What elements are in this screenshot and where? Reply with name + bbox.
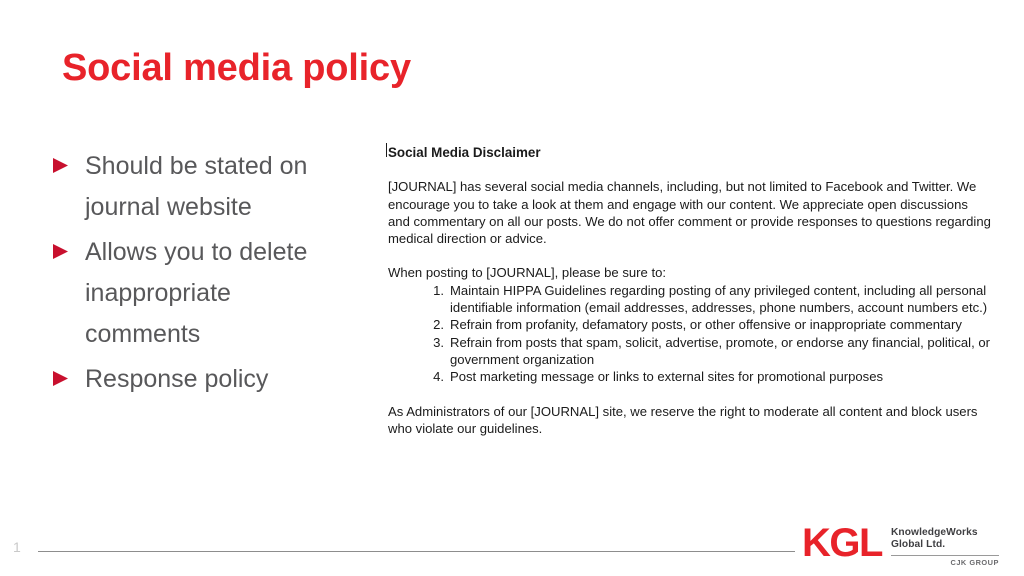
list-item <box>52 232 352 355</box>
text-caret-icon <box>386 143 387 157</box>
kgl-logo <box>802 521 999 567</box>
list-item-number: 4. <box>433 369 444 385</box>
kgl-logo-name-line-2: Global Ltd. <box>890 539 946 551</box>
disclaimer-paragraph-1: [JOURNAL] has several social media channels, including, but not limited to Facebook and Twitter. We encourage you to take a look at them and engage with our content. We appreciate open discussions and commentary on all our posts. We do not offer comment or provide responses to questions regarding medical direction or advice. <box>388 179 991 247</box>
list-item <box>52 359 352 400</box>
triangle-right-icon <box>52 157 70 174</box>
bullet-label: Allows you to delete inappropriate comments <box>85 238 308 348</box>
list-item <box>388 334 992 369</box>
disclaimer-panel <box>388 144 992 437</box>
disclaimer-heading-label: Social Media Disclaimer <box>388 145 541 160</box>
list-item-label: Refrain from posts that spam, solicit, advertise, promote, or endorse any financial, political, or government organization <box>450 334 990 367</box>
kgl-logo-text <box>891 524 999 567</box>
bullet-list <box>52 146 352 404</box>
footer-divider <box>38 551 795 552</box>
list-item-number: 2. <box>433 317 444 333</box>
kgl-logo-mark: KGL <box>802 521 882 565</box>
list-item <box>52 146 352 228</box>
list-item-number: 1. <box>433 282 444 298</box>
triangle-right-icon <box>52 370 70 387</box>
page-number: 1 <box>13 539 21 555</box>
list-item <box>388 316 992 333</box>
bullet-label: Response policy <box>85 365 269 393</box>
list-item-label: Post marketing message or links to external sites for promotional purposes <box>450 369 884 385</box>
list-item <box>388 282 992 317</box>
disclaimer-paragraph-2: As Administrators of our [JOURNAL] site, we reserve the right to moderate all content and block users who violate our guidelines. <box>388 403 978 436</box>
kgl-logo-name-line-1: KnowledgeWorks <box>890 527 978 538</box>
list-item <box>388 368 992 385</box>
list-item-label: Maintain HIPPA Guidelines regarding posting of any privileged content, including all personal identifiable information (email addresses, addresses, phone numbers, account numbers etc.) <box>450 282 988 316</box>
bullet-label: Should be stated on journal website <box>85 152 308 221</box>
kgl-logo-divider <box>891 555 999 556</box>
list-item-number: 3. <box>433 334 444 350</box>
triangle-right-icon <box>52 243 70 260</box>
disclaimer-heading <box>388 144 992 161</box>
disclaimer-list-lead: When posting to [JOURNAL], please be sure to: <box>388 265 667 281</box>
page-title: Social media policy <box>62 47 411 89</box>
disclaimer-numbered-list <box>388 282 992 386</box>
kgl-logo-group: CJK GROUP <box>950 557 999 567</box>
list-item-label: Refrain from profanity, defamatory posts, or other offensive or inappropriate commentary <box>450 317 962 333</box>
